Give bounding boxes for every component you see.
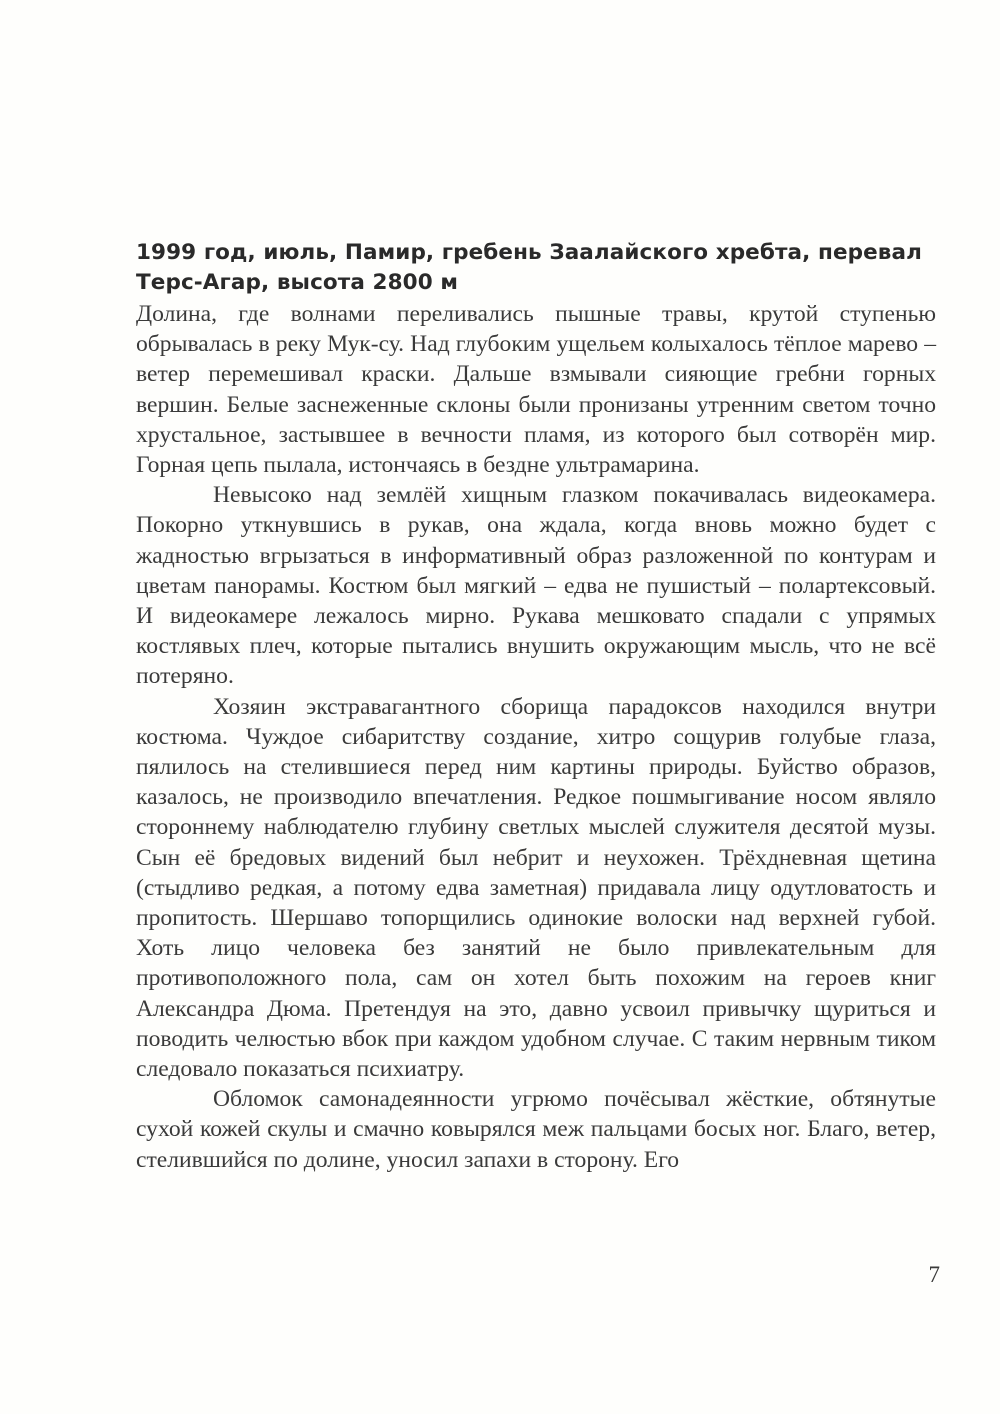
page-content	[136, 238, 936, 1175]
paragraph-1: Долина, где волнами переливались пышные травы, крутой ступенью обрывалась в реку Мук-су. Над глубоким ущельем колыхалось тёплое марево – ветер перемешивал краски. Дальше взмывали сияющие гребни горных вершин. Белые заснеженные склоны были пронизаны утренним светом точно хрустальное, застывшее в вечности пламя, из которого был сотворён мир. Горная цепь пылала, истончаясь в бездне ультрамарина.	[136, 301, 936, 479]
paragraph-2: Невысоко над землёй хищным глазком покачивалась видеокамера. Покорно уткнувшись в рукав, она ждала, когда вновь можно будет с жадностью вгрызаться в информативный образ разложенной по контурам и цветам панорамы. Костюм был мягкий – едва не пушистый – полартексовый. И видеокамере лежалось мирно. Рукава мешковато спадали с упрямых костлявых плеч, которые пытались внушить окружающим мысль, что не всё потеряно.	[136, 482, 936, 690]
chapter-heading: 1999 год, июль, Памир, гребень Заалайского хребта, перевал Терс-Агар, высота 2800 м	[136, 240, 922, 295]
paragraph-3: Хозяин экстравагантного сборища парадоксов находился внутри костюма. Чуждое сибаритству создание, хитро сощурив голубые глаза, пялилось на стелившиеся перед ним картины природы. Буйство образов, казалось, не производило впечатления. Редкое пошмыгивание носом являло стороннему наблюдателю глубину светлых мыслей служителя десятой музы. Сын её бредовых видений был небрит и неухожен. Трёхдневная щетина (стыдливо редкая, а потому едва заметная) придавала лицу одутловатость и пропитость. Шершаво топорщились одинокие волоски над верхней губой. Хоть лицо человека без занятий не было привлекательным для противоположного пола, сам он хотел быть похожим на героев книг Александра Дюма. Претендуя на это, давно усвоил привычку щуриться и поводить челюстью вбок при каждом удобном случае. С таким нервным тиком следовало показаться психиатру.	[136, 693, 936, 1083]
page-number: 7	[928, 1262, 940, 1287]
paragraph-4: Обломок самонадеянности угрюмо почёсывал жёсткие, обтянутые сухой кожей скулы и смачно ковырялся меж пальцами босых ног. Благо, ветер, стелившийся по долине, уносил запахи в сторону. Его	[136, 1086, 936, 1173]
